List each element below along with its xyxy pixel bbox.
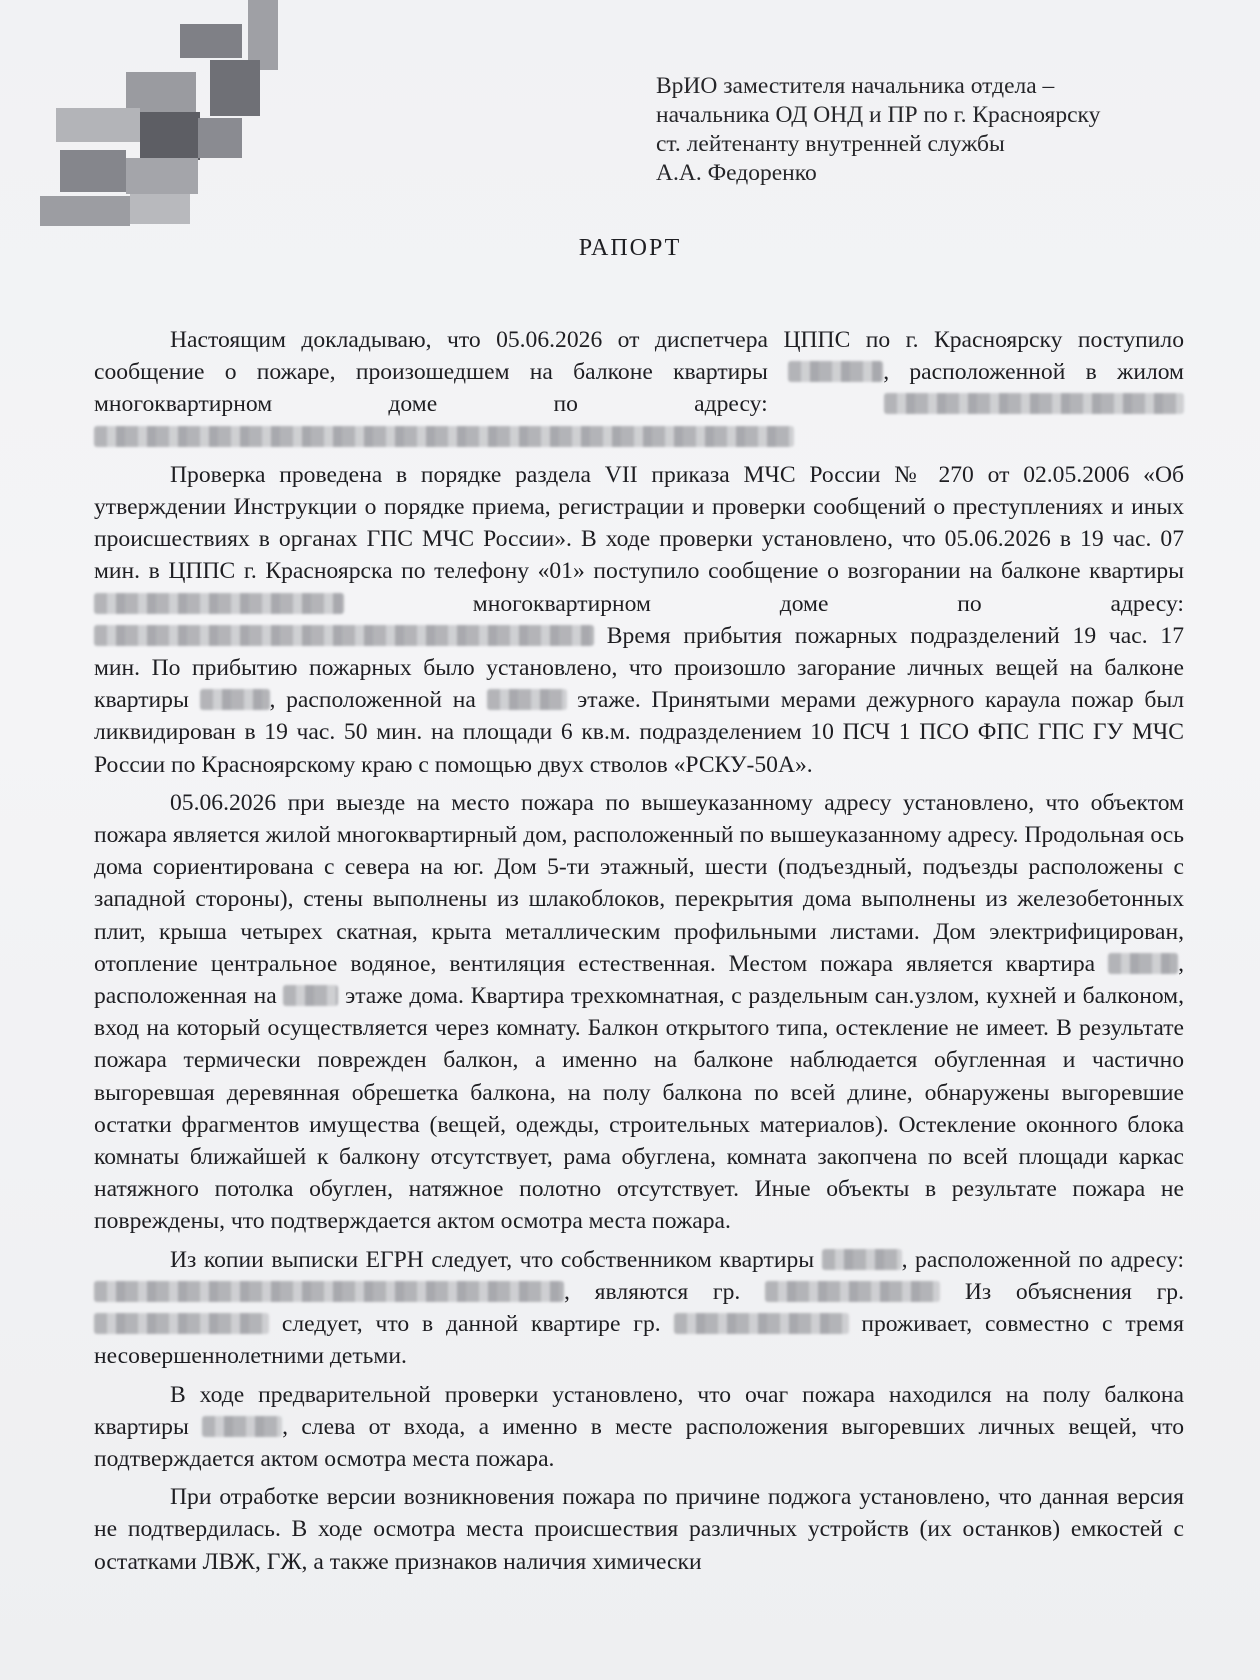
paragraph-6-text-a: При отработке версии возникновения пожара по причине поджога установлено, что данная версия не подтвердилась. В ходе осмотра места происшествия различных устройств (их останков) емкостей с остатками ЛВЖ, ГЖ, а также признаков наличия химически bbox=[94, 1484, 1184, 1575]
paragraph-3-text-c: этаже дома. Квартира трехкомнатная, с раздельным сан.узлом, кухней и балконом, вход на который осуществляется через комнату. Балкон открытого типа, остекление не имеет. В результате пожара термически поврежден балкон, а именно на балконе наблюдается обугленная и частично выгоревшая деревянная обрешетка балкона, на полу балкона по всей длине, обнаружены выгоревшие остатки фрагментов имущества (вещей, одежды, строительных материалов). Остекление оконного блока комнаты ближайшей к балкону отсутствует, рама обуглена, комната закопчена по всей площади каркас натяжного потолка обуглен, натяжное полотно отсутствует. Иные объекты в результате пожара не повреждены, что подтверждается актом осмотра места пожара. bbox=[94, 983, 1184, 1235]
redacted-address-3 bbox=[94, 1281, 564, 1302]
redacted-apartment-6 bbox=[202, 1416, 282, 1437]
report-body bbox=[94, 324, 1184, 1578]
paragraph-4-text-b: , расположенной по адресу: bbox=[901, 1246, 1184, 1273]
addressee-line-1: ВрИО заместителя начальника отдела – bbox=[656, 73, 1055, 99]
document-title: РАПОРТ bbox=[578, 235, 682, 261]
redacted-owner-name bbox=[765, 1281, 940, 1302]
paragraph-1-text-a: Настоящим докладываю, что 05.06.2026 от диспетчера ЦППС по г. Красноярску поступило сообщение о пожаре, произошедшем на балконе квартиры bbox=[94, 327, 1184, 386]
redacted-apartment-4 bbox=[1108, 953, 1178, 974]
redacted-resident-name bbox=[674, 1313, 849, 1334]
addressee-block bbox=[656, 72, 1216, 188]
paragraph-2 bbox=[94, 459, 1184, 781]
paragraph-4-text-c: , являются гр. bbox=[564, 1278, 741, 1305]
paragraph-3-text-b: , расположенная на bbox=[94, 950, 1184, 1010]
addressee-line-4: А.А. Федоренко bbox=[656, 160, 817, 186]
paragraph-4-text-d: Из объяснения гр. bbox=[964, 1278, 1184, 1305]
paragraph-2-text-c: Время прибытия пожарных подразделений 19 час. 17 мин. По прибытию пожарных было установлено, что произошло загорание личных вещей на балконе квартиры bbox=[94, 622, 1184, 714]
redacted-apartment-2 bbox=[94, 593, 344, 614]
paragraph-5-text-a: В ходе предварительной проверки установлено, что очаг пожара находился на полу балкона квартиры bbox=[94, 1381, 1184, 1440]
paragraph-1: Настоящим докладываю, что 05.06.2026 от диспетчера ЦППС по г. Красноярску поступило сообщение о пожаре, произошедшем на балконе квартиры , расположенной в жилом многоквартирном доме по адресу: bbox=[94, 324, 1184, 453]
redacted-apartment-5 bbox=[822, 1249, 902, 1270]
paragraph-2-text-b: многоквартирном доме по адресу: bbox=[472, 590, 1184, 617]
redacted-floor-2 bbox=[283, 985, 338, 1006]
paragraph-3-text-a: 05.06.2026 при выезде на место пожара по вышеуказанному адресу установлено, что объектом пожара является жилой многоквартирный дом, расположенный по вышеуказанному адресу. Продольная ось дома сориентирована с севера на юг. Дом 5-ти этажный, шести (подъездный, подъезды расположены с западной стороны), стены выполнены из шлакоблоков, перекрытия дома выполнены из железобетонных плит, крыша четырех скатная, крыта металлическим профильными листами. Дом электрифицирован, отопление центральное водяное, вентиляция естественная. Местом пожара является квартира bbox=[94, 789, 1184, 977]
redacted-stamp bbox=[30, 0, 300, 250]
redacted-witness-name bbox=[94, 1313, 269, 1334]
paragraph-6 bbox=[94, 1481, 1184, 1578]
paragraph-4-text-f: проживает, совместно с тремя несовершеннолетними детьми. bbox=[94, 1311, 1184, 1370]
paragraph-2-text-e: этаже. Принятыми мерами дежурного караула пожар был ликвидирован в 19 час. 50 мин. на площади 6 кв.м. подразделением 10 ПСЧ 1 ПСО ФПС ГПС ГУ МЧС России по Красноярскому краю с помощью двух стволов «РСКУ-50А». bbox=[94, 687, 1184, 778]
paragraph-5 bbox=[94, 1379, 1184, 1476]
redacted-floor bbox=[487, 689, 567, 710]
paragraph-3 bbox=[94, 787, 1184, 1238]
redacted-apartment bbox=[788, 361, 883, 382]
paragraph-2-text-d: , расположенной на bbox=[269, 687, 476, 714]
redacted-apartment-3 bbox=[200, 689, 270, 710]
redacted-address-2 bbox=[94, 625, 594, 646]
redacted-address-cont bbox=[94, 426, 794, 447]
paragraph-4-text-e: следует, что в данной квартире гр. bbox=[281, 1311, 661, 1338]
addressee-line-2: начальника ОД ОНД и ПР по г. Красноярску bbox=[656, 102, 1101, 128]
addressee-line-3: ст. лейтенанту внутренней службы bbox=[656, 131, 1005, 157]
paragraph-4 bbox=[94, 1244, 1184, 1373]
paragraph-1-text-b: расположенной в жилом многоквартирном доме по адресу: bbox=[94, 359, 1184, 418]
paragraph-4-text-a: Из копии выписки ЕГРН следует, что собственником квартиры bbox=[170, 1246, 815, 1273]
paragraph-5-text-b: , слева от входа, а именно в месте расположения выгоревших личных вещей, что подтверждается актом осмотра места пожара. bbox=[94, 1413, 1184, 1472]
paragraph-2-text-a: Проверка проведена в порядке раздела VII приказа МЧС России № 270 от 02.05.2006 «Об утверждении Инструкции о порядке приема, регистрации и проверки сообщений о преступлениях и иных происшествиях в органах ГПС МЧС России». В ходе проверки установлено, что 05.06.2026 в 19 час. 07 мин. в ЦППС г. Красноярска по телефону «01» поступило сообщение о возгорании на балконе квартиры bbox=[94, 461, 1184, 585]
redacted-address bbox=[884, 393, 1184, 414]
